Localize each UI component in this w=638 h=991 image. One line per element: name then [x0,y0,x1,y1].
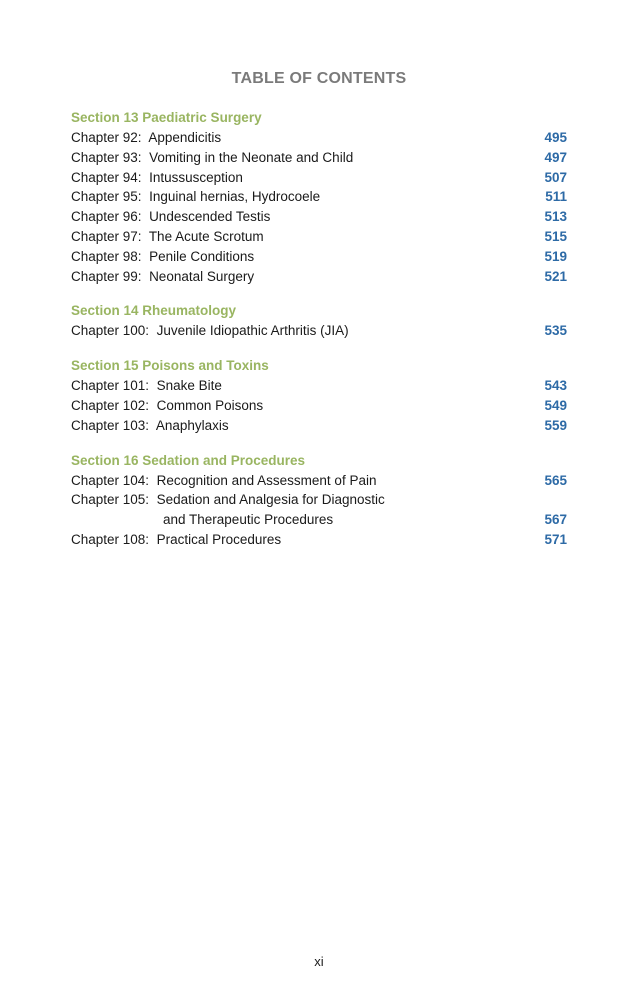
label-gap [149,418,156,433]
label-gap [142,229,149,244]
page-number[interactable]: 507 [544,169,567,185]
entry-text [71,207,270,227]
toc-entry[interactable] [71,148,567,168]
toc-entry[interactable] [71,128,567,148]
page-number[interactable]: 511 [545,189,567,205]
toc-entry[interactable] [71,396,567,416]
chapter-label: Chapter 99: [71,268,142,284]
toc-entry[interactable] [71,490,567,510]
label-gap [149,532,157,547]
page-number[interactable]: 519 [544,248,567,264]
page-number[interactable]: 571 [544,531,567,547]
chapter-title: Intussusception [149,169,243,185]
label-gap [149,492,157,507]
section-heading[interactable]: Section 16 Sedation and Procedures [71,452,306,468]
toc-entry[interactable] [71,227,567,247]
chapter-label: Chapter 102: [71,397,150,413]
chapter-title: Undescended Testis [149,209,271,225]
entry-text [71,321,349,341]
page-folio: xi [314,954,324,969]
entry-text [71,247,254,267]
chapter-label: Chapter 108: [71,531,150,547]
section-heading[interactable]: Section 13 Paediatric Surgery [71,110,262,125]
table-of-contents [71,108,567,565]
chapter-label: Chapter 92: [71,130,142,145]
chapter-label: Chapter 100: [71,323,150,339]
toc-entry[interactable] [71,471,567,491]
toc-section [71,301,567,341]
chapter-label: Chapter 98: [71,248,142,264]
label-gap [149,473,157,488]
chapter-title: Neonatal Surgery [149,268,255,284]
toc-entry[interactable] [71,416,567,436]
chapter-title-continuation: and Therapeutic Procedures [163,512,334,528]
entry-text [71,148,353,168]
entry-text [71,168,243,188]
entry-text [71,471,376,491]
toc-entry[interactable] [71,267,567,287]
chapter-title: Sedation and Analgesia for Diagnostic [156,492,385,508]
chapter-title: The Acute Scrotum [148,228,264,244]
page-number[interactable]: 543 [544,378,567,394]
toc-section [71,451,567,550]
label-gap [149,398,157,413]
chapter-label: Chapter 95: [71,189,142,205]
chapter-title: Vomiting in the Neonate and Child [149,149,354,165]
chapter-title: Recognition and Assessment of Pain [156,472,377,488]
label-gap [149,378,157,393]
toc-entry[interactable] [71,530,567,550]
page-number[interactable]: 515 [544,228,567,244]
entry-text [71,376,222,396]
label-gap [142,170,150,185]
toc-entry[interactable] [71,376,567,396]
label-gap [142,269,150,284]
toc-entry[interactable] [71,247,567,267]
chapter-label: Chapter 96: [71,209,142,225]
chapter-label: Chapter 105: [71,492,150,508]
entry-text [71,490,385,510]
label-gap [149,323,157,338]
entry-text [71,530,281,550]
section-heading[interactable]: Section 15 Poisons and Toxins [71,358,269,374]
page-number[interactable]: 567 [544,512,567,528]
toc-section [71,356,567,435]
entry-text [71,187,320,207]
page-number[interactable]: 521 [544,268,567,284]
toc-entry[interactable] [71,187,567,207]
entry-text [71,396,263,416]
chapter-label: Chapter 104: [71,472,150,488]
chapter-label: Chapter 103: [71,417,150,433]
entry-text [71,416,229,436]
chapter-title: Snake Bite [156,378,222,394]
page-number[interactable]: 513 [544,209,567,225]
page-number[interactable]: 559 [544,417,567,433]
toc-entry-continuation[interactable] [71,510,567,530]
page-number[interactable]: 535 [544,323,567,339]
toc-entry[interactable] [71,168,567,188]
chapter-title: Practical Procedures [156,531,282,547]
page-title: TABLE OF CONTENTS [231,70,407,87]
entry-text [71,227,264,247]
label-gap [142,249,150,264]
chapter-label: Chapter 97: [71,228,142,244]
toc-section [71,108,567,286]
page-number[interactable]: 549 [544,397,567,413]
chapter-label: Chapter 101: [71,378,150,394]
label-gap [142,189,150,204]
chapter-title: Common Poisons [156,397,264,413]
label-gap [142,150,150,165]
chapter-title: Anaphylaxis [155,417,229,433]
chapter-label: Chapter 93: [71,149,142,165]
toc-entry[interactable] [71,207,567,227]
chapter-title: Inguinal hernias, Hydrocoele [149,189,321,205]
page-number[interactable]: 495 [544,130,567,145]
entry-text [71,267,254,287]
chapter-title: Appendicitis [148,130,222,145]
label-gap [142,209,150,224]
page-number[interactable]: 565 [544,472,567,488]
chapter-label: Chapter 94: [71,169,142,185]
page-number[interactable]: 497 [544,149,567,165]
entry-text [71,128,221,148]
toc-entry[interactable] [71,321,567,341]
chapter-title: Penile Conditions [149,248,255,264]
section-heading[interactable]: Section 14 Rheumatology [71,303,237,319]
chapter-title: Juvenile Idiopathic Arthritis (JIA) [156,323,349,339]
